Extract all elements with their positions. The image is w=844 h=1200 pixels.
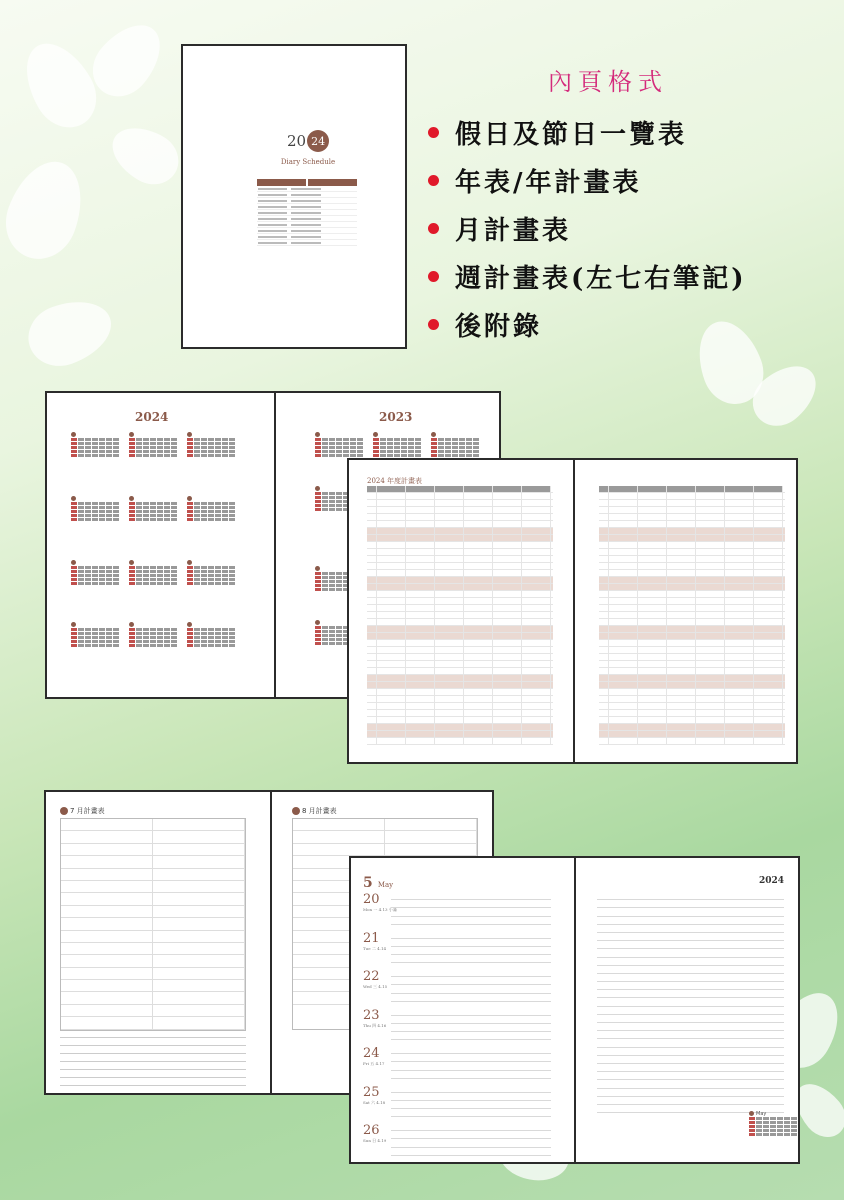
weekly-day: 26 Sun 日 4.19 [363,1123,387,1143]
day-writing-lines [391,969,551,1002]
day-writing-lines [391,1046,551,1079]
yearly-plan-title: 2024 年度計畫表 [367,477,423,485]
mini-month-calendar [187,495,235,521]
weekly-plan-spread [349,856,800,1164]
mini-month-calendar [187,621,235,647]
bullet-icon [428,319,439,330]
mini-month-calendar [71,621,119,647]
day-writing-lines [391,1123,551,1156]
monthly-plan-title-august: 8 月計畫表 [292,806,337,816]
cover-logo: 20 24 [287,130,329,152]
weekly-year: 2024 [758,876,784,886]
holiday-table [257,179,357,246]
mini-month-calendar [71,559,119,585]
calendar-year-2024: 2024 [135,410,169,424]
day-writing-lines [391,1085,551,1118]
cover-subtitle: Diary Schedule [280,158,336,166]
mini-month-calendar [129,559,177,585]
mini-month-calendar [129,495,177,521]
mini-month-calendar [187,431,235,457]
mini-month-calendar [129,621,177,647]
feature-item: 年表/年計畫表 [428,162,642,199]
weekly-day: 25 Sat 六 4.18 [363,1084,386,1105]
mini-month-calendar [129,431,177,457]
notes-page-lines [597,892,784,1113]
weekly-day: 21 Tue 二 4.14 [363,930,387,951]
inner-format-title: 內頁格式 [548,68,668,96]
day-writing-lines [391,1008,551,1041]
weekly-month-heading: 5 May [363,875,394,891]
feature-item: 週計畫表(左七右筆記) [428,258,747,295]
mini-month-calendar [187,559,235,585]
bullet-icon [428,127,439,138]
mini-calendar-may: May [749,1110,797,1136]
notes-lines-left [60,1030,246,1086]
plan-table-left [367,486,553,745]
mini-month-calendar [71,431,119,457]
weekly-day: 24 Fri 五 4.17 [363,1046,385,1066]
monthly-grid-left [60,818,246,1031]
bullet-icon [428,175,439,186]
yearly-plan-spread [347,458,798,764]
day-writing-lines [391,931,551,964]
bullet-icon [428,271,439,282]
mini-month-calendar [373,431,421,457]
day-writing-lines [391,892,551,925]
weekly-day: 23 Thu 四 4.16 [363,1007,387,1028]
feature-item: 假日及節日一覽表 [428,114,687,151]
weekly-day: 20 Mon 一 4.13 小滿 [363,892,397,912]
mini-month-calendar [315,431,363,457]
feature-item: 後附錄 [428,306,542,343]
calendar-year-2023: 2023 [379,410,413,424]
plan-table-right [599,486,785,745]
feature-item: 月計畫表 [428,210,571,247]
weekly-day: 22 Wed 三 4.15 [363,969,388,989]
cover-page [181,44,407,349]
bullet-icon [428,223,439,234]
mini-month-calendar [431,431,479,457]
monthly-plan-title-july: 7 月計畫表 [60,806,105,816]
mini-month-calendar [71,495,119,521]
